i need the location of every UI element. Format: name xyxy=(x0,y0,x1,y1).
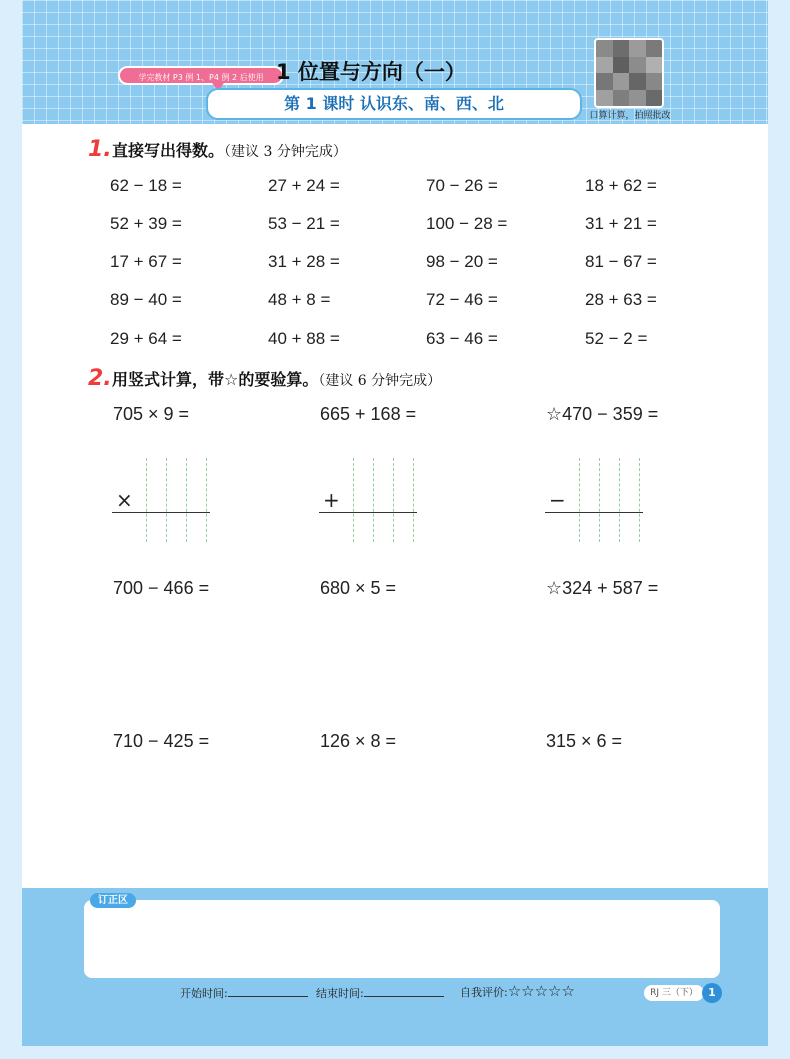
vertical-calc-grid[interactable] xyxy=(549,458,651,542)
mental-math-item: 81 − 67 = xyxy=(585,252,657,271)
mental-math-item: 52 + 39 = xyxy=(110,214,182,233)
section-1-number: 1. xyxy=(88,137,112,162)
grid-guide-line xyxy=(373,458,374,542)
vertical-calc-grid[interactable] xyxy=(323,458,425,542)
column-calc-item: 705 × 9 = xyxy=(113,404,190,424)
mental-math-item: 18 + 62 = xyxy=(585,176,657,195)
mental-math-item: 52 − 2 = xyxy=(585,329,648,348)
qr-code-image[interactable] xyxy=(594,38,664,108)
grid-guide-line xyxy=(206,458,207,542)
mental-math-item: 48 + 8 = xyxy=(268,290,331,309)
grid-guide-line xyxy=(146,458,147,542)
mental-math-item: 63 − 46 = xyxy=(426,329,498,348)
end-time-blank[interactable] xyxy=(364,987,444,997)
rating-stars[interactable]: ☆☆☆☆☆ xyxy=(507,982,575,1000)
end-time-label: 结束时间: xyxy=(316,987,364,1000)
section-1-instruction xyxy=(112,138,347,161)
section-2-number: 2. xyxy=(88,366,112,391)
grid-guide-line xyxy=(166,458,167,542)
start-time-label: 开始时间: xyxy=(180,987,228,1000)
edition-badge: RJ 三（下） xyxy=(644,985,704,1001)
mental-math-item: 17 + 67 = xyxy=(110,252,182,271)
lesson-title: 第 1 课时 认识东、南、西、北 xyxy=(206,88,582,120)
column-calc-item: 710 − 425 = xyxy=(113,731,210,751)
grid-guide-line xyxy=(413,458,414,542)
self-eval-label: 自我评价: xyxy=(460,986,508,999)
mental-math-item: 70 − 26 = xyxy=(426,176,498,195)
mental-math-item: 53 − 21 = xyxy=(268,214,340,233)
mental-math-item: 89 − 40 = xyxy=(110,290,182,309)
calc-underline xyxy=(319,512,417,513)
mental-math-item: 62 − 18 = xyxy=(110,176,182,195)
page-number: 1 xyxy=(702,983,722,1003)
column-calc-item: ☆470 − 359 = xyxy=(546,404,659,424)
self-eval-field[interactable] xyxy=(460,982,575,1000)
start-time-field[interactable] xyxy=(180,985,308,1001)
section-2-instruction xyxy=(112,367,441,390)
minus-sign: − xyxy=(549,488,566,512)
column-calc-item: 126 × 8 = xyxy=(320,731,397,751)
mental-math-item: 28 + 63 = xyxy=(585,290,657,309)
column-calc-item: 700 − 466 = xyxy=(113,578,210,598)
column-calc-item: 680 × 5 = xyxy=(320,578,397,598)
section-1-hint: （建议 3 分钟完成） xyxy=(224,144,347,160)
vertical-calc-grid[interactable] xyxy=(116,458,218,542)
calc-underline xyxy=(545,512,643,513)
mental-math-item: 31 + 21 = xyxy=(585,214,657,233)
scope-tag: 学完教材 P3 例 1、P4 例 2 后使用 xyxy=(118,66,284,85)
mental-math-item: 29 + 64 = xyxy=(110,329,182,348)
grid-guide-line xyxy=(393,458,394,542)
end-time-field[interactable] xyxy=(316,985,444,1001)
column-calc-item: 665 + 168 = xyxy=(320,404,417,424)
correction-label: 订正区 xyxy=(90,893,136,908)
grid-guide-line xyxy=(639,458,640,542)
mental-math-item: 31 + 28 = xyxy=(268,252,340,271)
section-1-instruction-text: 直接写出得数。 xyxy=(112,141,225,160)
mental-math-item: 72 − 46 = xyxy=(426,290,498,309)
mental-math-item: 27 + 24 = xyxy=(268,176,340,195)
calc-underline xyxy=(112,512,210,513)
grid-guide-line xyxy=(353,458,354,542)
grid-guide-line xyxy=(599,458,600,542)
section-2-hint: （建议 6 分钟完成） xyxy=(318,373,442,389)
column-calc-item: 315 × 6 = xyxy=(546,731,623,751)
correction-area[interactable] xyxy=(84,900,720,978)
unit-title: 1 位置与方向（一） xyxy=(276,60,466,84)
grid-guide-line xyxy=(619,458,620,542)
column-calc-item: ☆324 + 587 = xyxy=(546,578,659,598)
plus-sign: + xyxy=(323,488,340,512)
grid-guide-line xyxy=(186,458,187,542)
section-2-instruction-text: 用竖式计算，带☆的要验算。 xyxy=(112,370,319,389)
qr-caption: 口算计算，拍照批改 xyxy=(589,111,671,121)
mental-math-item: 100 − 28 = xyxy=(426,214,508,233)
mental-math-item: 40 + 88 = xyxy=(268,329,340,348)
mental-math-item: 98 − 20 = xyxy=(426,252,498,271)
start-time-blank[interactable] xyxy=(228,987,308,997)
grid-guide-line xyxy=(579,458,580,542)
multiply-sign: × xyxy=(116,488,133,512)
